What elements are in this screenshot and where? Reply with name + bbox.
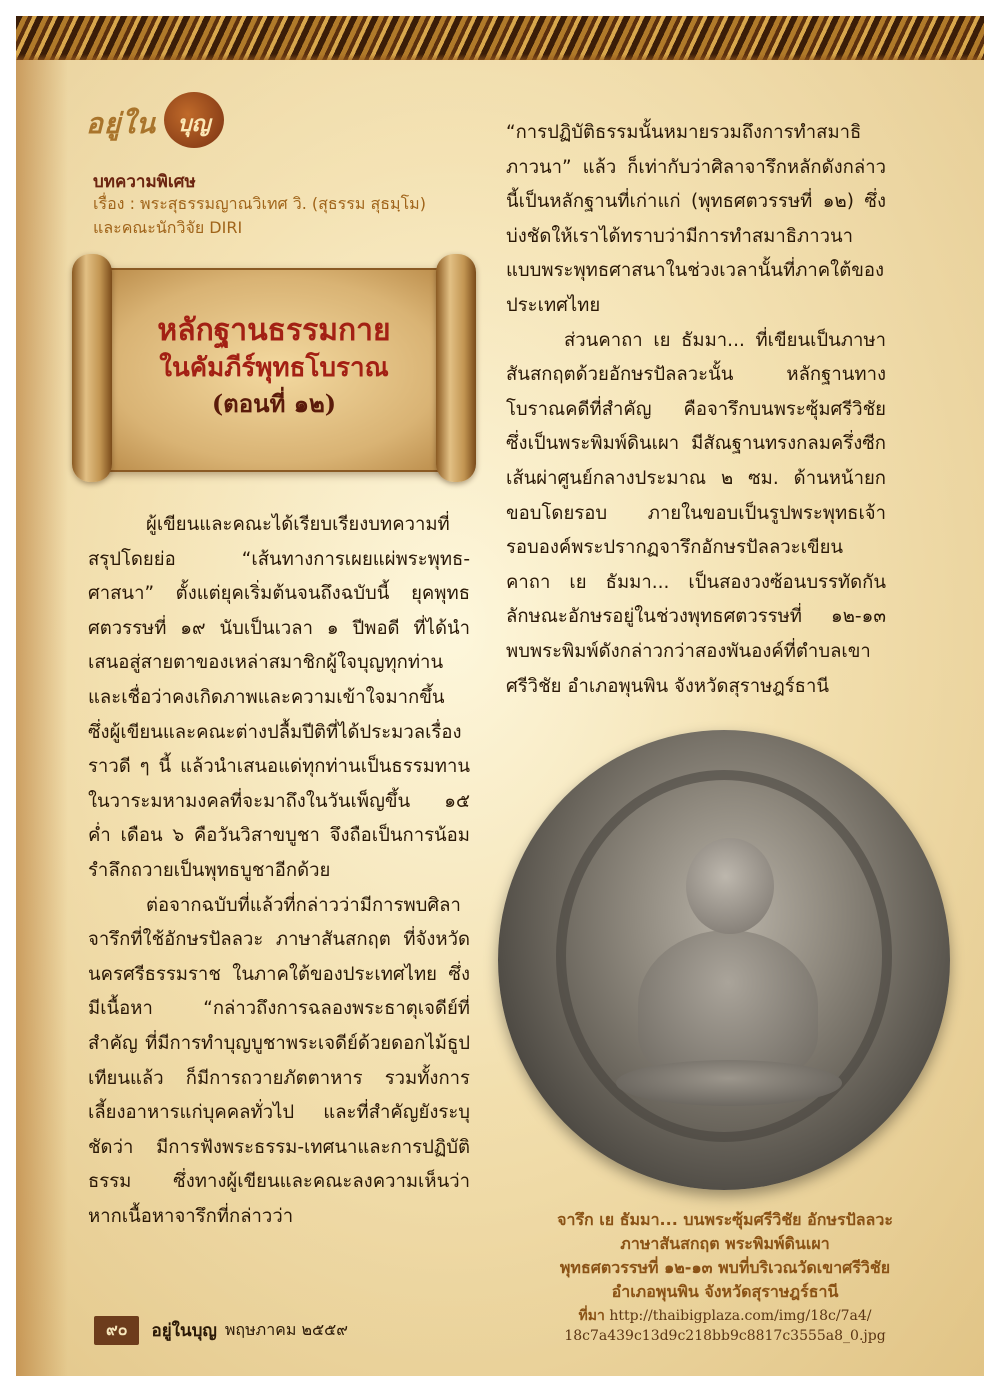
caption-line: จารึก เย ธัมมา... บนพระซุ้มศรีวิชัย อักษรปัลลวะ (557, 1210, 893, 1229)
byline-team: และคณะนักวิจัย DIRI (93, 218, 243, 237)
source-url-2: 18c7a439c13d9c218bb9c8817c3555a8_0.jpg (564, 1328, 886, 1344)
left-column (88, 508, 470, 1234)
buddha-body (638, 930, 818, 1080)
article-title (112, 312, 436, 422)
body-paragraph: “การปฏิบัติธรรมนั้นหมายรวมถึงการทำสมาธิภาวนา” แล้ว ก็เท่ากับว่าศิลาจารึกหลักดังกล่าวนี้เป็นหลักฐานที่เก่าแก่ (พุทธศตวรรษที่ ๑๒) ซึ่งบ่งชัดให้เราได้ทราบว่ามีการทำสมาธิภาวนาแบบพระพุทธศาสนาในช่วงเวลานั้นที่ภาคใต้ของประเทศไทย (506, 122, 886, 316)
scroll-roll-right (436, 254, 476, 482)
issue-date: พฤษภาคม ๒๕๕๙ (224, 1319, 348, 1339)
right-column (506, 116, 886, 704)
page-number: ๙๐ (94, 1316, 139, 1345)
scroll-roll-left (72, 254, 112, 482)
amulet-photo (498, 730, 950, 1190)
title-line-1: หลักฐานธรรมกาย (157, 313, 391, 348)
magazine-name: อยู่ในบุญ (151, 1320, 217, 1341)
body-paragraph: ต่อจากฉบับที่แล้วที่กล่าวว่ามีการพบศิลาจารึกที่ใช้อักษรปัลลวะ ภาษาสันสกฤต ที่จังหวัดนครศรีธรรมราช ในภาคใต้ของประเทศไทย ซึ่งมีเนื้อหา “กล่าวถึงการฉลองพระธาตุเจดีย์ที่สำคัญ ที่มีการทำบุญบูชาพระเจดีย์ด้วยดอกไม้ธูปเทียนแล้ว ก็มีการถวายภัตตาหาร รวมทั้งการเลี้ยงอาหารแก่บุคคลทั่วไป และที่สำคัญยังระบุชัดว่า มีการฟังพระธรรม-เทศนาและการปฏิบัติธรรม ซึ่งทางผู้เขียนและคณะลงความเห็นว่า หากเนื้อหาจารึกที่กล่าวว่า (88, 894, 470, 1227)
title-line-3: (ตอนที่ ๑๒) (211, 389, 337, 418)
byline (93, 192, 426, 240)
photo-caption (530, 1208, 920, 1304)
page-edge-shading (16, 60, 68, 1376)
caption-line: พุทธศตวรรษที่ ๑๒-๑๓ พบที่บริเวณวัดเขาศรีวิชัย (559, 1258, 891, 1277)
photo-source (530, 1306, 920, 1346)
magazine-logo (86, 92, 236, 152)
caption-line: ภาษาสันสกฤต พระพิมพ์ดินเผา (620, 1234, 830, 1253)
source-label: ที่มา (578, 1308, 605, 1324)
buddha-base (616, 1060, 842, 1106)
ornamental-banner (16, 16, 984, 60)
buddha-head (686, 838, 774, 934)
title-scroll (72, 254, 476, 482)
logo-emblem (164, 92, 224, 148)
byline-author: เรื่อง : พระสุธรรมญาณวิเทศ วิ. (สุธรรม สุธมฺโม) (93, 194, 426, 213)
page-footer (94, 1318, 348, 1342)
source-url-1: http://thaibigplaza.com/img/18c/7a4/ (609, 1308, 872, 1324)
logo-emblem-text: บุญ (177, 111, 211, 137)
title-line-2: ในคัมภีร์พุทธโบราณ (159, 353, 389, 383)
section-kicker: บทความพิเศษ (93, 172, 196, 192)
caption-line: อำเภอพุนพิน จังหวัดสุราษฎร์ธานี (611, 1282, 839, 1301)
logo-text: อยู่ใน (86, 107, 157, 140)
body-paragraph: ผู้เขียนและคณะได้เรียบเรียงบทความที่สรุปโดยย่อ “เส้นทางการเผยแผ่พระพุทธ-ศาสนา” ตั้งแต่ยุคเริ่มต้นจนถึงฉบับนี้ ยุคพุทธศตวรรษที่ ๑๙ นับเป็นเวลา ๑ ปีพอดี ที่ได้นำเสนอสู่สายตาของเหล่าสมาชิกผู้ใจบุญทุกท่าน และเชื่อว่าคงเกิดภาพและความเข้าใจมากขึ้น ซึ่งผู้เขียนและคณะต่างปลื้มปีติที่ได้ประมวลเรื่องราวดี ๆ นี้ แล้วนำเสนอแด่ทุกท่านเป็นธรรมทาน ในวาระมหามงคลที่จะมาถึงในวันเพ็ญขึ้น ๑๕ ค่ำ เดือน ๖ คือวันวิสาขบูชา จึงถือเป็นการน้อมรำลึกถวายเป็นพุทธบูชาอีกด้วย (88, 514, 470, 881)
body-paragraph: ส่วนคาถา เย ธัมมา... ที่เขียนเป็นภาษาสันสกฤตด้วยอักษรปัลลวะนั้น หลักฐานทางโบราณคดีที่สำคัญ คือจารึกบนพระซุ้มศรีวิชัย ซึ่งเป็นพระพิมพ์ดินเผา มีสัณฐานทรงกลมครึ่งซีก เส้นผ่าศูนย์กลางประมาณ ๒ ซม. ด้านหน้ายกขอบโดยรอบ ภายในขอบเป็นรูปพระพุทธเจ้า รอบองค์พระปรากฏจารึกอักษรปัลลวะเขียนคาถา เย ธัมมา... เป็นสองวงซ้อนบรรทัดกัน ลักษณะอักษรอยู่ในช่วงพุทธศตวรรษที่ ๑๒-๑๓ พบพระพิมพ์ดังกล่าวกว่าสองพันองค์ที่ตำบลเขาศรีวิชัย อำเภอพุนพิน จังหวัดสุราษฎร์ธานี (506, 329, 886, 697)
